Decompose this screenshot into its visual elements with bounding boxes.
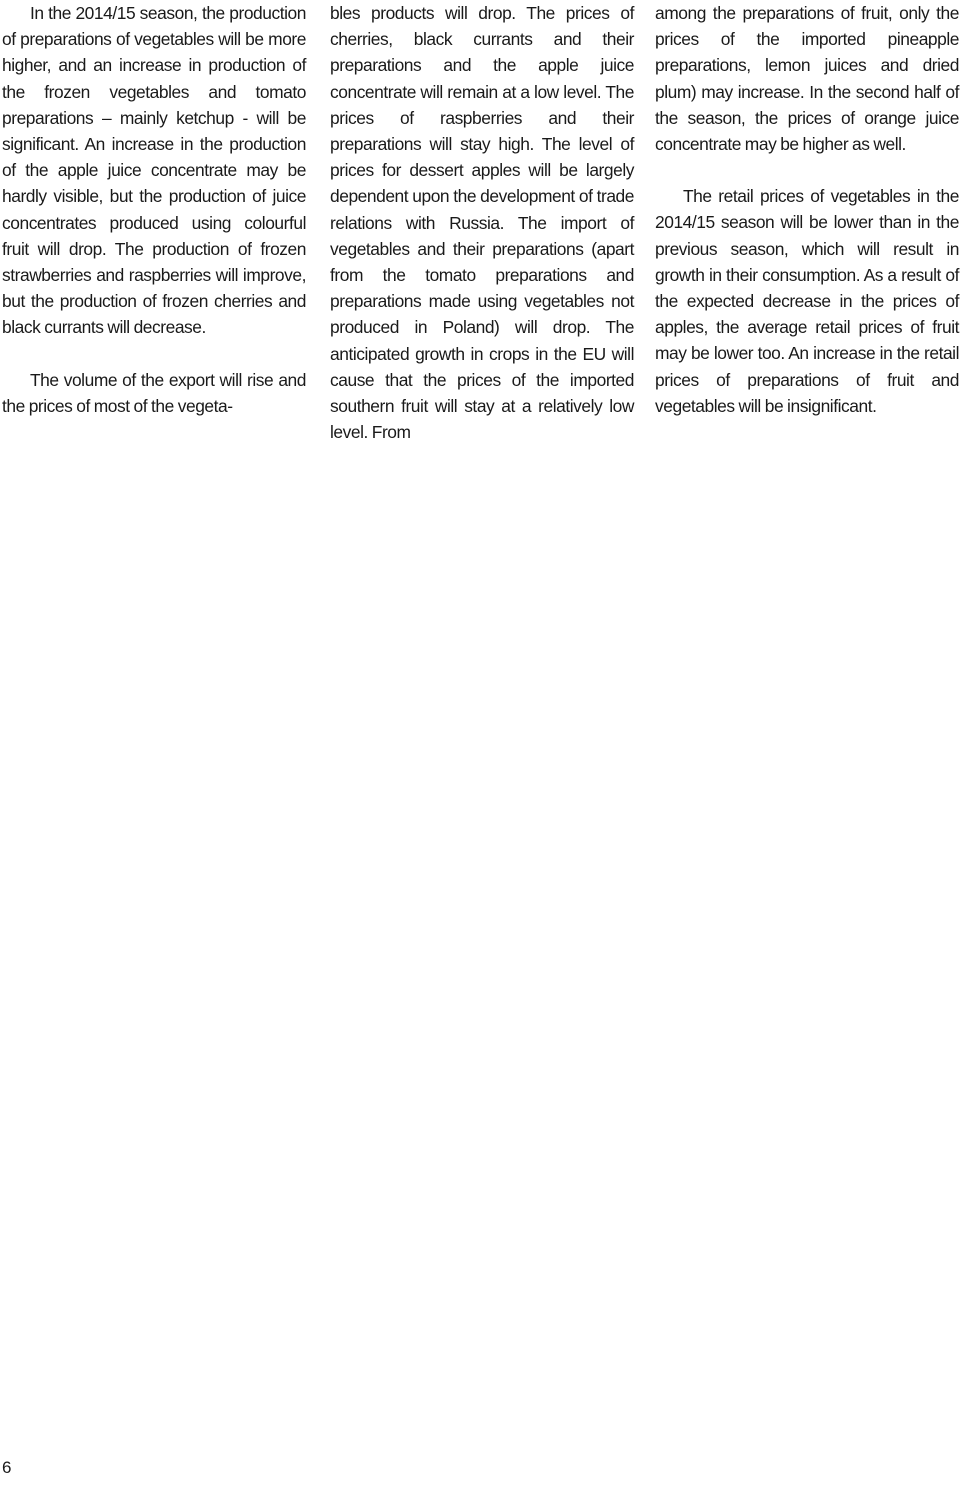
- paragraph-imported-preparations: among the preparations of fruit, only the prices of the imported pineapple preparations, lemon juices and dried plum) may increase. In the second half of the season, the prices of orange juice concentrate may be higher as well.: [655, 3, 959, 155]
- page-number: 6: [2, 1458, 12, 1477]
- text-column-2: [330, 0, 634, 445]
- paragraph-retail-prices: The retail prices of vegetables in the 2014/15 season will be lower than in the previous season, which will result in growth in their consumption. As a result of the expected decrease in the prices of apples, the average retail prices of fruit may be lower too. An increase in the retail prices of preparations of fruit and vegetables will be insignificant.: [655, 186, 959, 416]
- paragraph-production-forecast: In the 2014/15 season, the production of preparations of vegetables will be more higher, and an increase in production of the frozen vegetables and tomato preparations – mainly ketchup - will be significant. An increase in the production of the apple juice concentrate may be hardly visible, but the production of juice concentrates produced using colourful fruit will drop. The production of frozen strawberries and raspberries will improve, but the production of frozen cherries and black currants will decrease.: [2, 3, 306, 338]
- text-column-3: [655, 0, 959, 419]
- text-column-1: [2, 0, 306, 419]
- paragraph-prices-continued: bles products will drop. The prices of cherries, black currants and their preparations and the apple juice concentrate will remain at a low level. The prices of raspberries and their preparations will stay high. The level of prices for dessert apples will be largely dependent upon the development of trade relations with Russia. The import of vegetables and their preparations (apart from the tomato preparations and preparations made using vegetables not produced in Poland) will drop. The anticipated growth in crops in the EU will cause that the prices of the imported southern fruit will stay at a relatively low level. From: [330, 3, 634, 443]
- paragraph-export-volume: The volume of the export will rise and the prices of most of the vegeta-: [2, 369, 306, 416]
